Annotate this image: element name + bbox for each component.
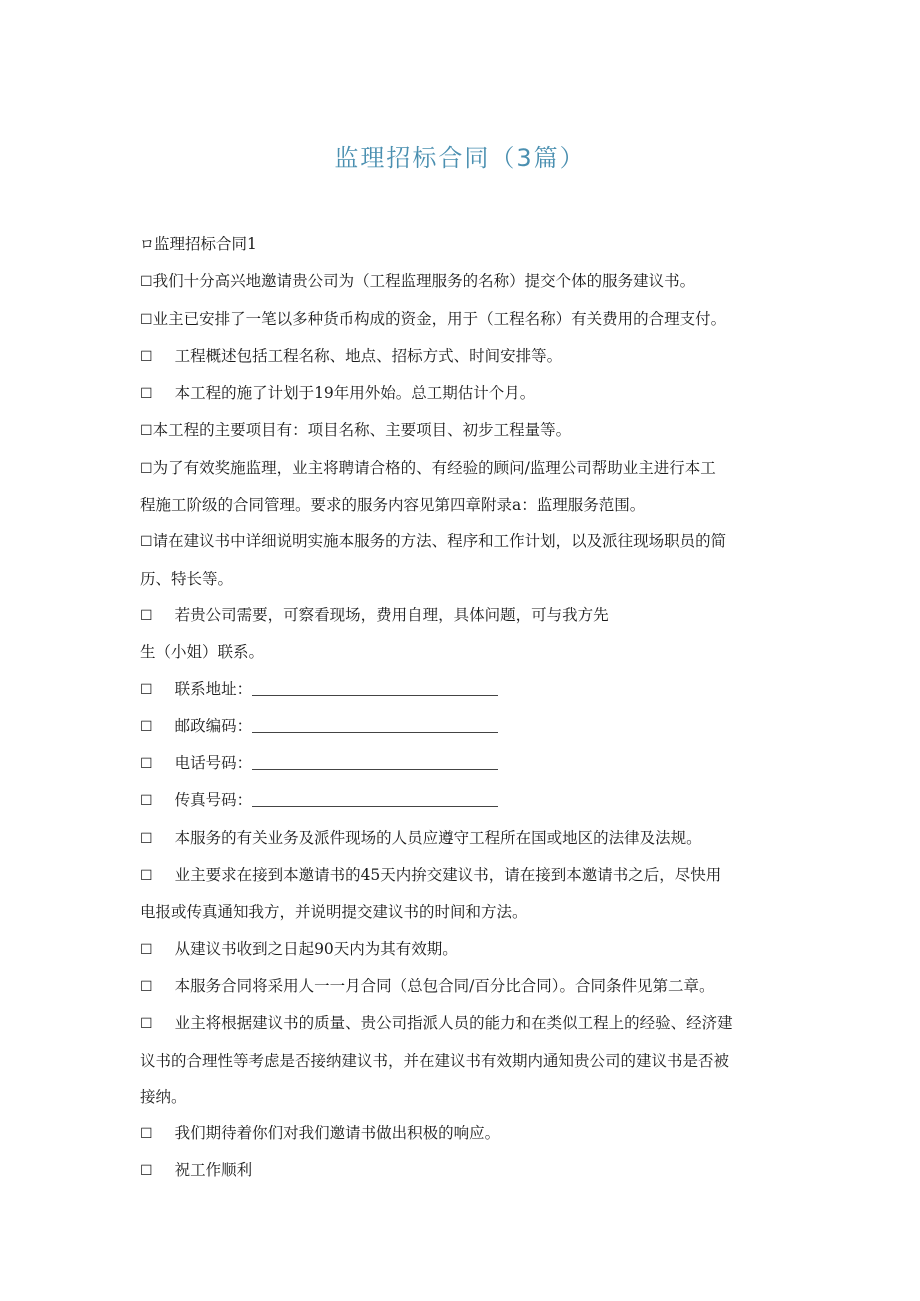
bullet-box-icon: ☐ [140,978,153,995]
bullet-box-icon: ☐ [140,1016,153,1033]
paragraph-continuation: 电报或传真通知我方，并说明提交建议书的时间和方法。 [140,903,528,922]
paragraph: ☐业主已安排了一笔以多种货币构成的资金，用于（工程名称）有关费用的合理支付。 [140,301,800,338]
paragraph: ☐ 业主将根据建议书的质量、贵公司指派人员的能力和在类似工程上的经验、经济建 [140,1005,800,1042]
postal-code-row: ☐ 邮政编码： [140,708,800,745]
fax-blank [252,792,498,807]
phone-blank [252,755,498,770]
bullet-box-icon: ☐ [140,386,153,403]
phone-row: ☐ 电话号码： [140,745,800,782]
contact-address-blank [252,681,498,696]
document-body [140,226,800,1190]
paragraph: ☐ 工程概述包括工程名称、地点、招标方式、时间安排等。 [140,338,800,375]
paragraph-continuation: 接纳。 [140,1087,187,1106]
bullet-box-icon: ☐ [140,460,153,477]
bullet-box-icon: ☐ [140,311,153,328]
bullet-box-icon: ☐ [140,793,153,810]
paragraph-continuation: 历、特长等。 [140,569,234,588]
paragraph-continuation: 议书的合理性等考虑是否接纳建议书，并在建议书有效期内通知贵公司的建议书是否被 [140,1051,730,1070]
bullet-box-icon: ☐ [140,830,153,847]
paragraph: ☐ 若贵公司需要，可察看现场，费用自理，具体问题，可与我方先 [140,597,800,634]
bullet-box-icon: ロ [140,237,154,253]
paragraph: ☐ 本服务合同将采用人一一月合同（总包合同/百分比合同）。合同条件见第二章。 [140,968,800,1005]
bullet-box-icon: ☐ [140,718,153,735]
section-heading: ロ监理招标合同1 [140,226,800,263]
paragraph: ☐ 本工程的施了计划于19年用外始。总工期估计个月。 [140,375,800,412]
paragraph: ☐ 从建议书收到之日起90天内为其有效期。 [140,931,800,968]
paragraph: ☐ 本服务的有关业务及派件现场的人员应遵守工程所在国或地区的法律及法规。 [140,820,800,857]
contact-address-row: ☐ 联系地址： [140,671,800,708]
postal-code-blank [252,718,498,733]
bullet-box-icon: ☐ [140,756,153,773]
bullet-box-icon: ☐ [140,1163,153,1180]
paragraph: ☐本工程的主要项目有：项目名称、主要项目、初步工程量等。 [140,412,800,449]
paragraph-continuation: 程施工阶级的合同管理。要求的服务内容见第四章附录a：监理服务范围。 [140,496,646,515]
bullet-box-icon: ☐ [140,348,153,365]
document-title: 监理招标合同（3篇） [334,144,586,172]
bullet-box-icon: ☐ [140,1126,153,1143]
paragraph: ☐ 祝工作顺利 [140,1152,800,1189]
bullet-box-icon: ☐ [140,941,153,958]
bullet-box-icon: ☐ [140,274,153,291]
paragraph: ☐ 业主要求在接到本邀请书的45天内拚交建议书，请在接到本邀请书之后，尽快用 [140,857,800,894]
paragraph: ☐我们十分高兴地邀请贵公司为（工程监理服务的名称）提交个体的服务建议书。 [140,263,800,300]
bullet-box-icon: ☐ [140,534,153,551]
bullet-box-icon: ☐ [140,607,153,624]
bullet-box-icon: ☐ [140,681,153,698]
fax-row: ☐ 传真号码： [140,782,800,819]
bullet-box-icon: ☐ [140,423,153,440]
paragraph: ☐请在建议书中详细说明实施本服务的方法、程序和工作计划，以及派往现场职员的简 [140,523,800,560]
paragraph: ☐为了有效奖施监理，业主将聘请合格的、有经验的顾问/监理公司帮助业主进行本工 [140,450,800,487]
bullet-box-icon: ☐ [140,868,153,885]
paragraph-continuation: 生（小姐）联系。 [140,643,265,662]
paragraph: ☐ 我们期待着你们对我们邀请书做出积极的响应。 [140,1115,800,1152]
